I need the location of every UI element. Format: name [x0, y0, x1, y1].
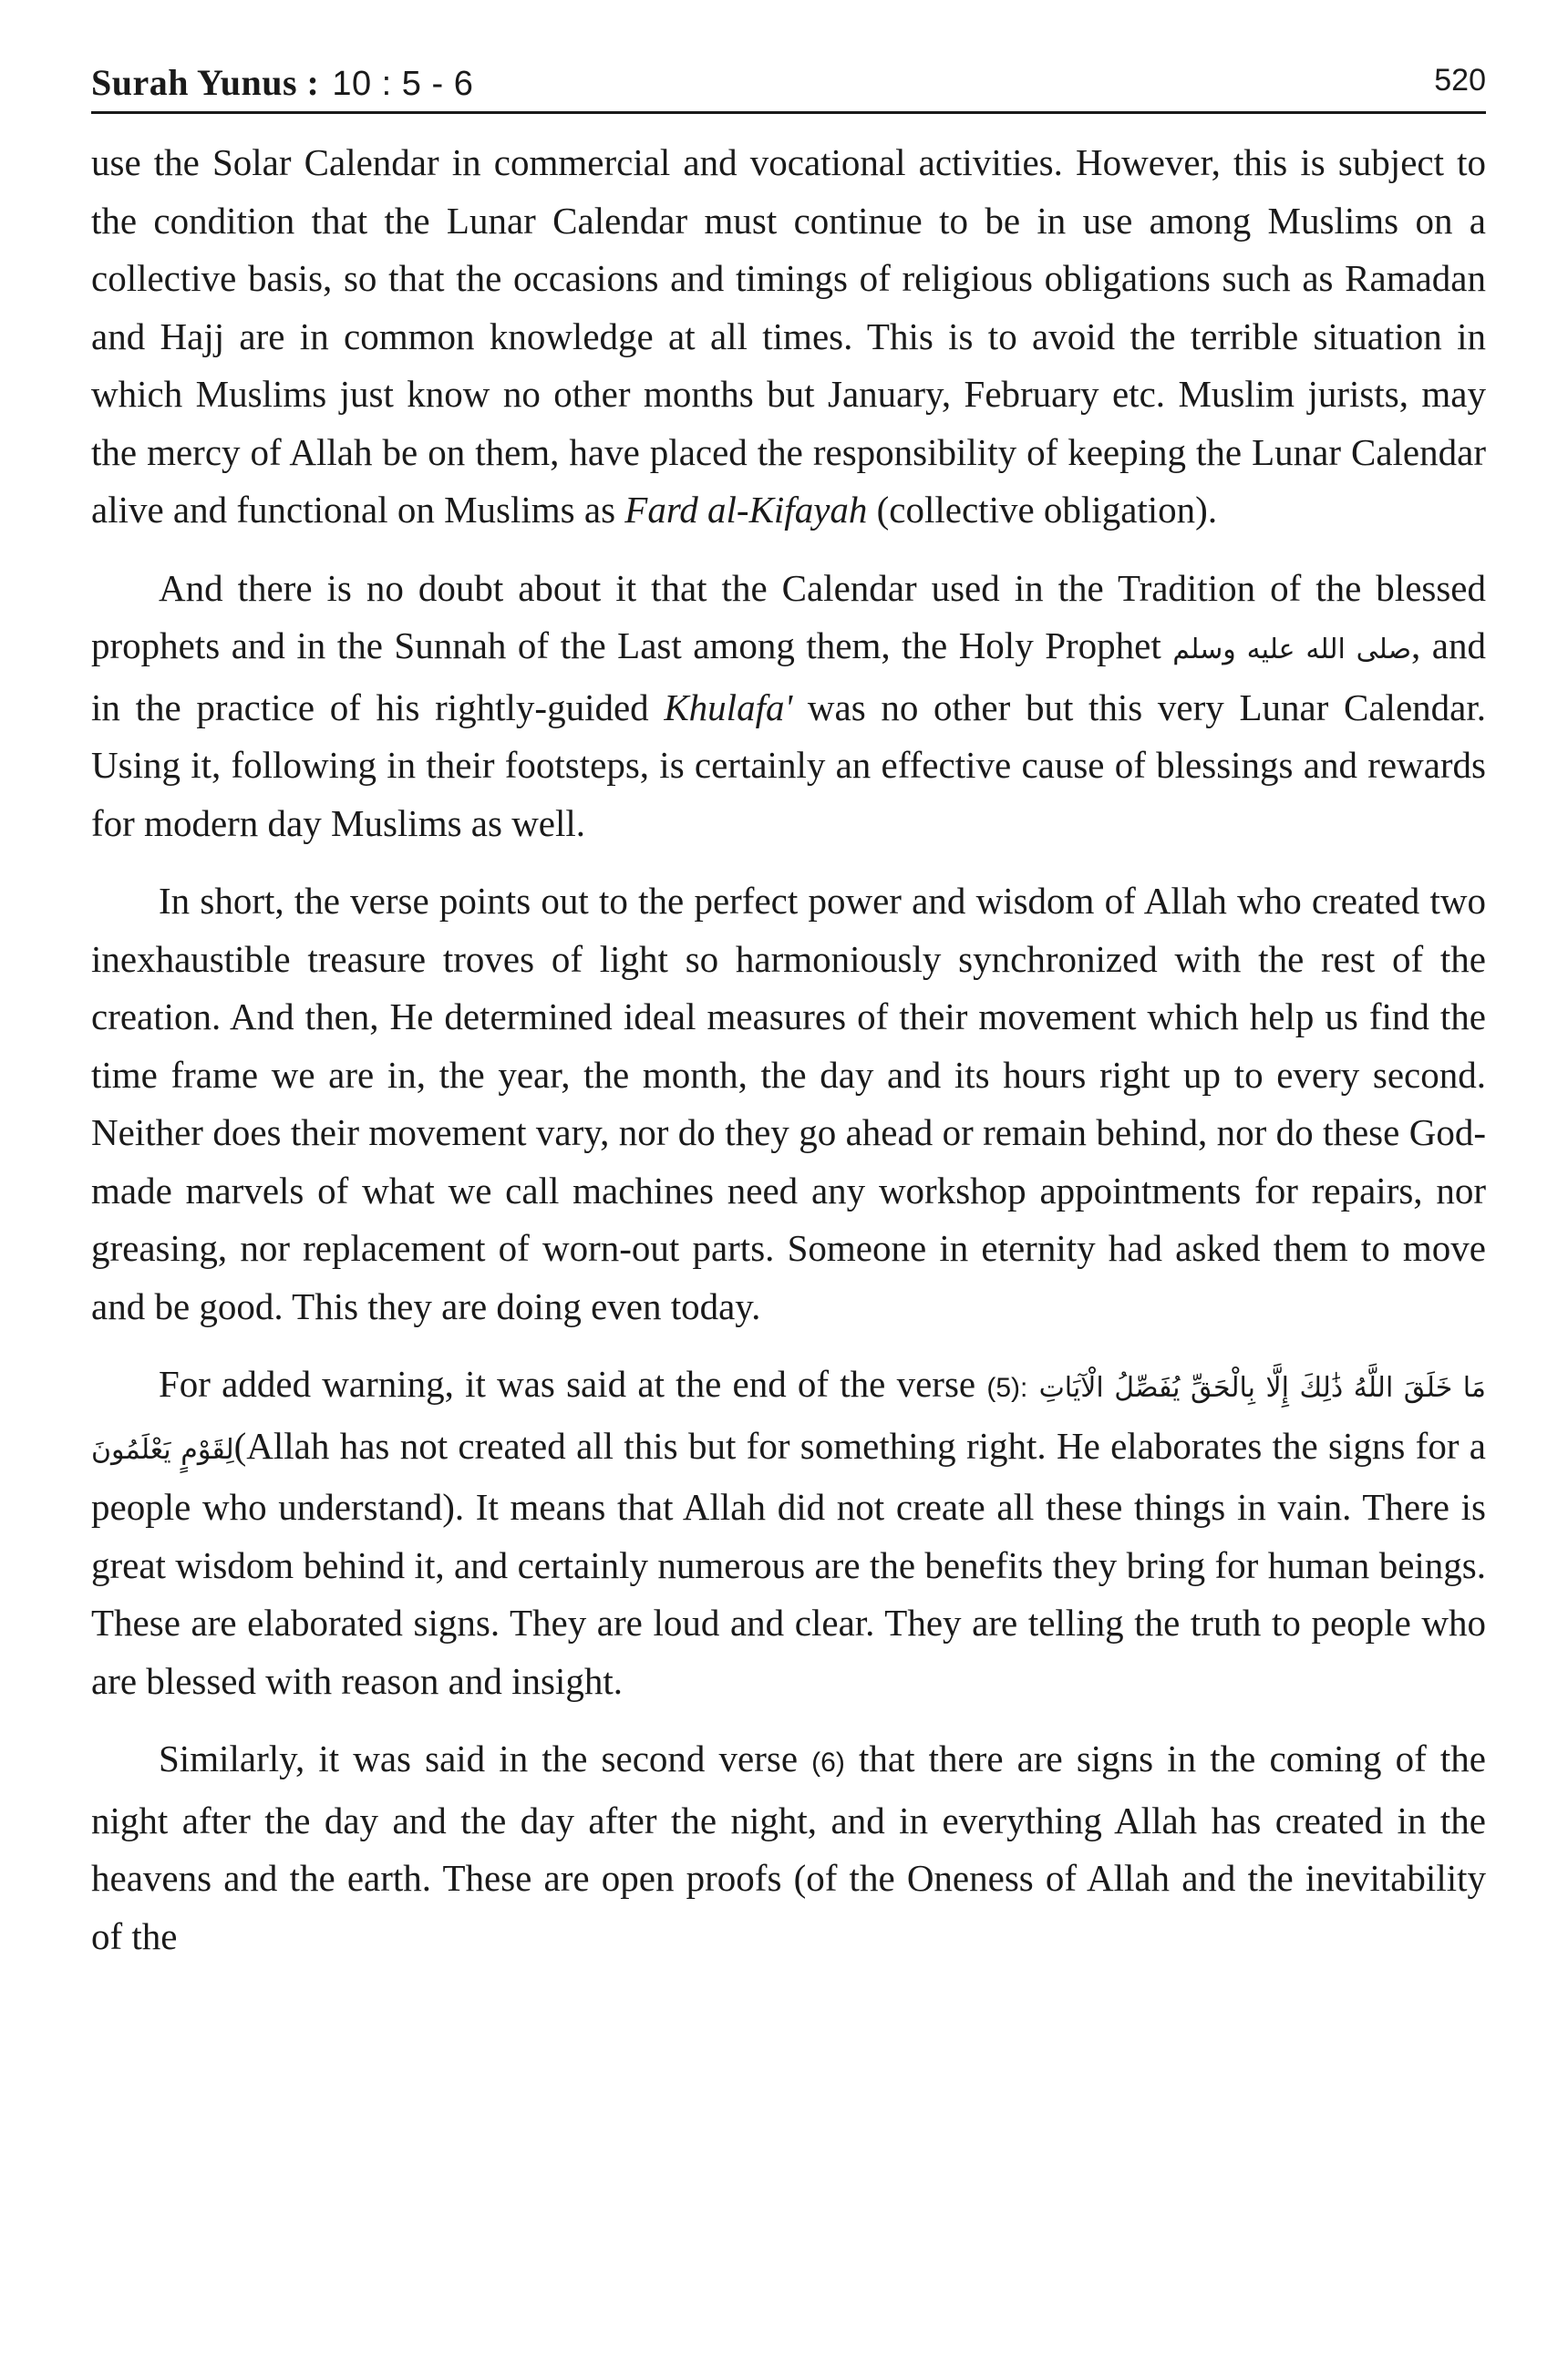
paragraph-5-text-b: that there are signs in the coming of the night after the day and the day after the night, and in everything Allah has created in the heavens and the earth. These are open proofs (of the Oneness of Allah and the inevitability of the: [91, 1738, 1486, 1957]
book-page: [91, 27, 1486, 1985]
paragraph-2-text-c: was no other but this very Lunar Calendar. Using it, following in their footsteps, is certainly an effective cause of blessings and rewards for modern day Muslims as well.: [91, 686, 1486, 844]
paragraph-5-text-a: Similarly, it was said in the second verse: [159, 1738, 812, 1779]
paragraph-5: [91, 1730, 1486, 1965]
paragraph-3: [91, 872, 1486, 1336]
paragraph-4-text-b: (Allah has not created all this but for something right. He elaborates the signs for a people who understand). It means that Allah did not create all these things in vain. There is great wisdom behind it, and certainly numerous are the benefits they bring for human beings. These are elaborated signs. They are loud and clear. They are telling the truth to people who are blessed with reason and insight.: [91, 1424, 1486, 1702]
verse-reference: 10 : 5 - 6: [332, 65, 474, 103]
paragraph-3-text: In short, the verse points out to the perfect power and wisdom of Allah who created two inexhaustible treasure troves of light so harmoniously synchronized with the rest of the creation. And then, He determined ideal measures of their movement which help us find the time frame we are in, the year, the month, the day and its hours right up to every second. Neither does their movement vary, nor do they go ahead or remain behind, nor do these God-made marvels of what we call machines need any workshop appointments for repairs, nor greasing, nor replacement of worn-out parts. Someone in eternity had asked them to move and be good. This they are doing even today.: [91, 880, 1486, 1327]
body-text: [91, 134, 1486, 1965]
running-header: [91, 27, 1486, 114]
verse-number-5: (5):: [986, 1373, 1028, 1403]
arabic-salutation: صلى الله عليه وسلم: [1172, 634, 1412, 665]
paragraph-4-text-a: For added warning, it was said at the end of the verse: [159, 1363, 987, 1405]
paragraph-1-text-b: (collective obligation).: [867, 489, 1218, 531]
paragraph-4: [91, 1356, 1486, 1710]
term-khulafa: Khulafa': [664, 686, 793, 728]
verse-number-6: (6): [811, 1748, 845, 1778]
paragraph-2: [91, 560, 1486, 853]
term-fard-al-kifayah: Fard al-Kifayah: [624, 489, 868, 531]
paragraph-2-text-b: , and in the practice of his rightly-guided: [91, 624, 1487, 728]
paragraph-2-text-a: And there is no doubt about it that the Calendar used in the Tradition of the blessed prophets and in the Sunnah of the Last among them, the Holy Prophet: [91, 566, 1486, 666]
surah-title: [91, 61, 473, 104]
arabic-verse-quote: مَا خَلَقَ اللَّهُ ذَٰلِكَ إِلَّا بِالْحَقِّ يُفَصِّلُ الْآيَاتِ لِقَوْمٍ يَعْلَمُونَ: [91, 1372, 1486, 1466]
page-number: 520: [1434, 63, 1486, 98]
surah-title-text: Surah Yunus :: [91, 62, 320, 103]
paragraph-1-text-a: use the Solar Calendar in commercial and vocational activities. However, this is subject to the condition that the Lunar Calendar must continue to be in use among Muslims on a collective basis, so that the occasions and timings of religious obligations such as Ramadan and Hajj are in common knowledge at all times. This is to avoid the terrible situation in which Muslims just know no other months but January, February etc. Muslim jurists, may the mercy of Allah be on them, have placed the responsibility of keeping the Lunar Calendar alive and functional on Muslims as: [91, 141, 1486, 531]
paragraph-1: [91, 134, 1486, 540]
